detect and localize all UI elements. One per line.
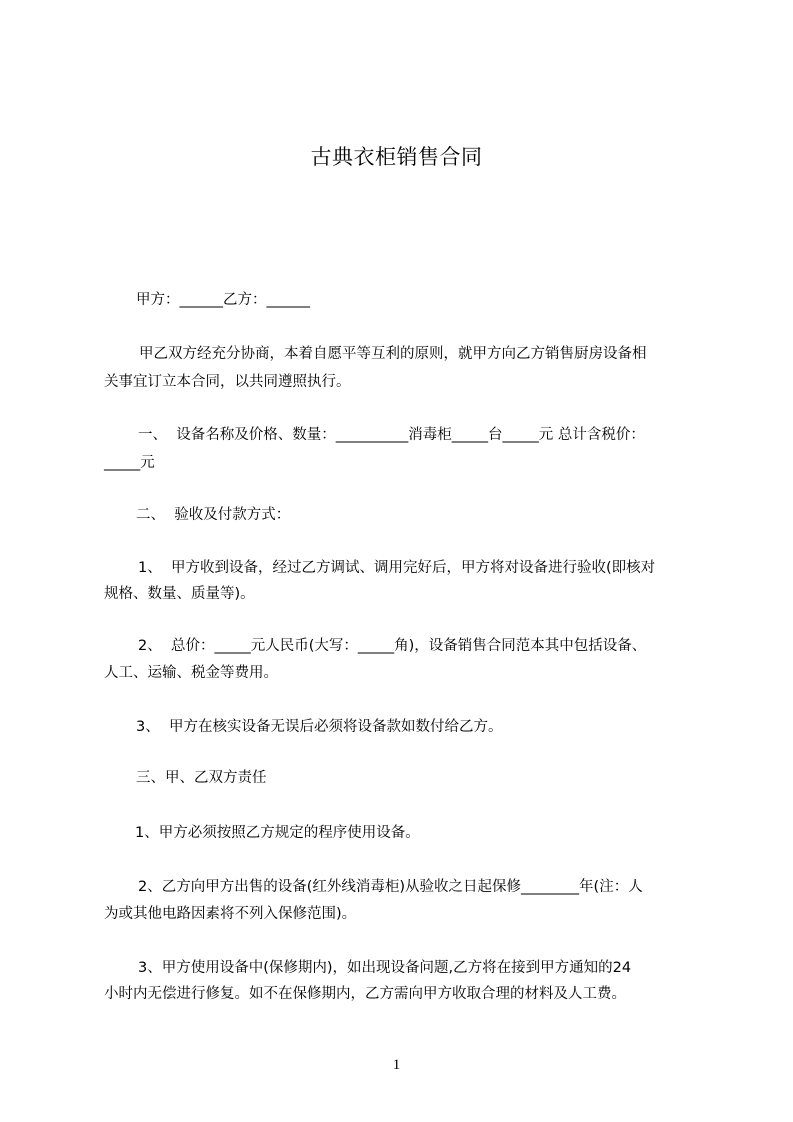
clause-2-1-line-2: 规格、数量、质量等)。 — [104, 586, 255, 602]
clause-2-2-line-1: 2、 总价：_____元人民币(大写：_____角)，设备销售合同范本其中包括设备、 — [138, 638, 647, 654]
clause-3-2-line-1: 2、乙方向甲方出售的设备(红外线消毒柜)从验收之日起保修________年(注：人 — [138, 879, 643, 895]
clause-2-3: 3、 甲方在核实设备无误后必须将设备款如数付给乙方。 — [136, 719, 503, 735]
page-number: 1 — [392, 1057, 401, 1073]
document-title: 古典衣柜销售合同 — [310, 145, 483, 169]
section-1-line-1: 一、 设备名称及价格、数量：__________消毒柜_____台_____元 总计含税价： — [138, 427, 645, 443]
clause-3-2-line-2: 为或其他电路因素将不列入保修范围)。 — [104, 906, 357, 922]
clause-3-3-line-1: 3、甲方使用设备中(保修期内)，如出现设备问题,乙方将在接到甲方通知的24 — [138, 960, 632, 976]
clause-3-3-line-2: 小时内无偿进行修复。如不在保修期内，乙方需向甲方收取合理的材料及人工费。 — [104, 986, 626, 1002]
section-2-heading: 二、 验收及付款方式： — [136, 507, 291, 523]
party-line: 甲方：______乙方：______ — [136, 292, 310, 308]
section-3-heading: 三、甲、乙双方责任 — [136, 770, 267, 786]
clause-3-1: 1、甲方必须按照乙方规定的程序使用设备。 — [135, 825, 420, 841]
intro-paragraph-line-2: 关事宜订立本合同，以共同遵照执行。 — [104, 374, 351, 390]
clause-2-1-line-1: 1、 甲方收到设备，经过乙方调试、调用完好后，甲方将对设备进行验收(即核对 — [138, 560, 656, 576]
clause-2-2-line-2: 人工、运输、税金等费用。 — [104, 665, 278, 681]
section-1-line-2: _____元 — [104, 455, 155, 471]
intro-paragraph-line-1: 甲乙双方经充分协商，本着自愿平等互利的原则，就甲方向乙方销售厨房设备相 — [139, 346, 647, 362]
